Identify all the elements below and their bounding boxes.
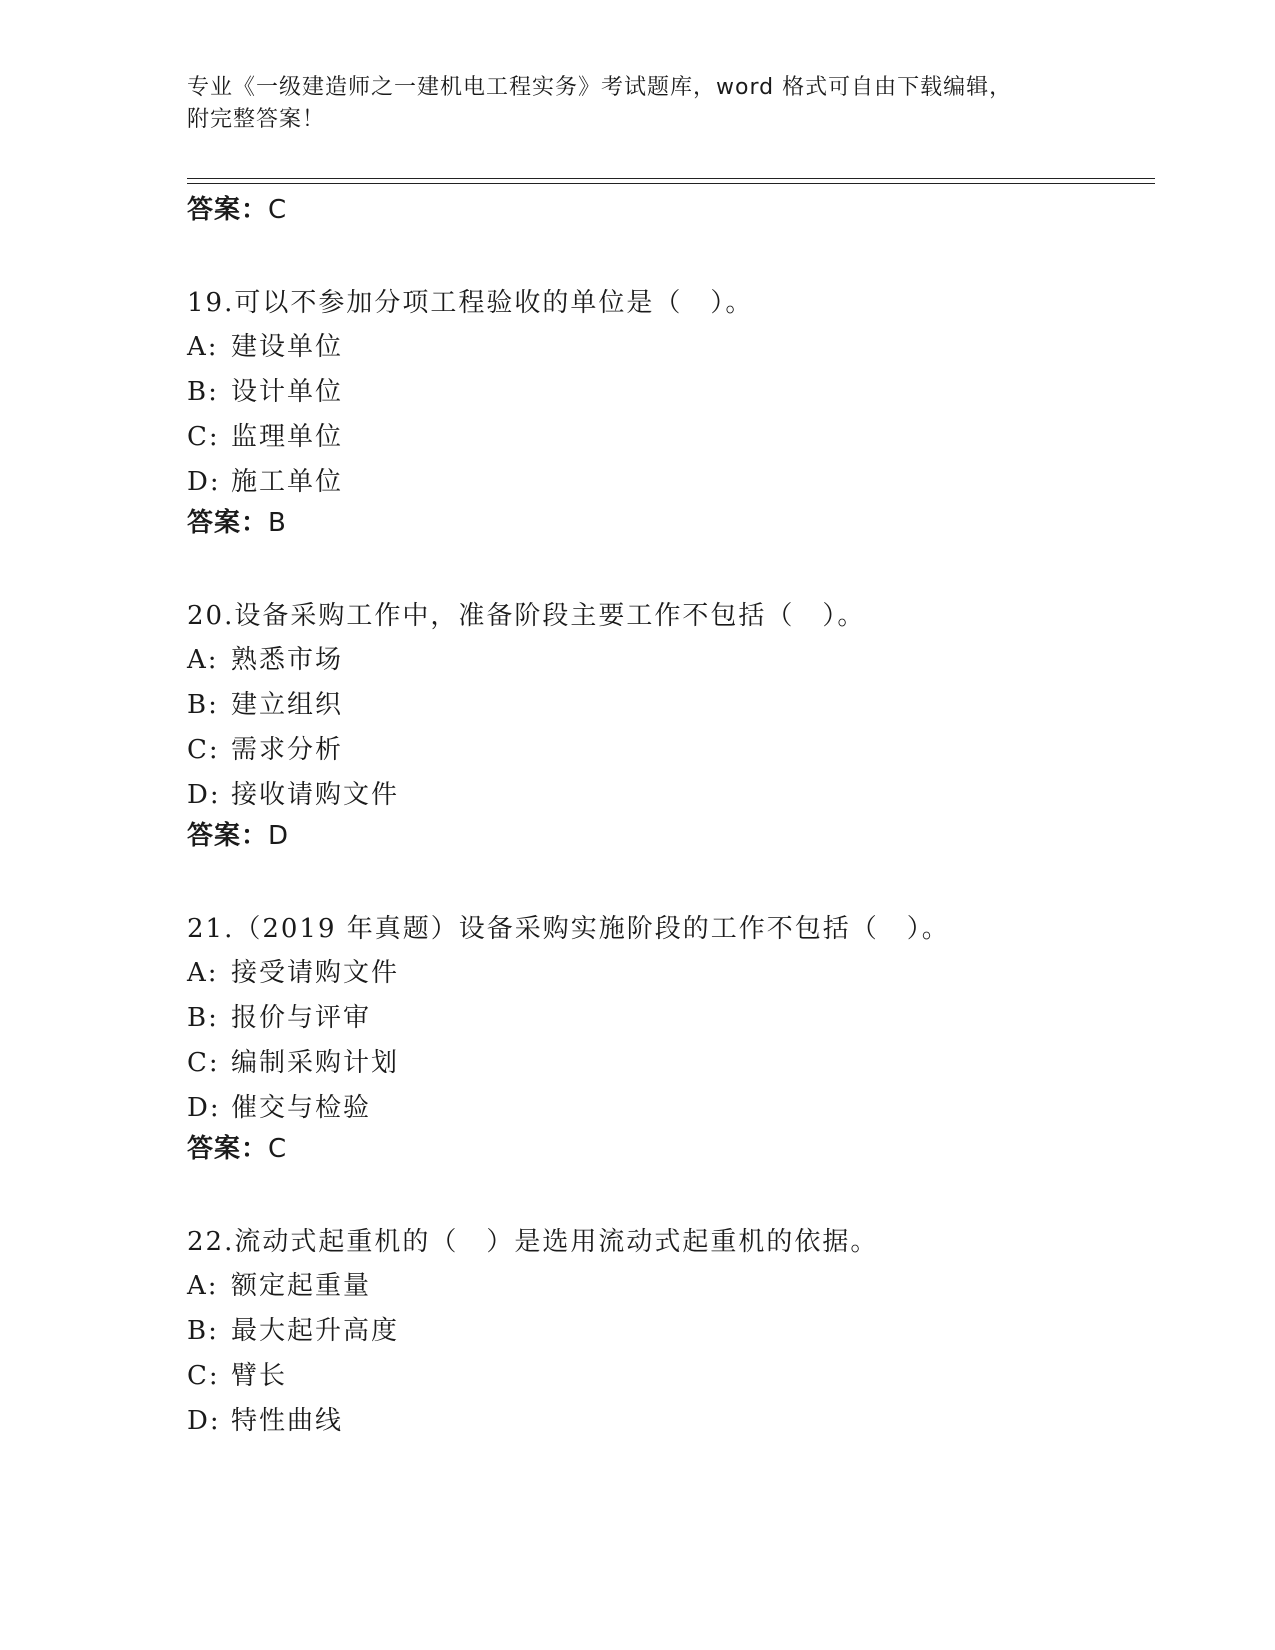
option-key: B: [187, 1316, 219, 1346]
option-text: 接受请购文件 [231, 958, 400, 988]
option-item [187, 773, 1155, 818]
option-key: C: [187, 1361, 220, 1391]
option-item [187, 951, 1155, 996]
option-item [187, 996, 1155, 1041]
option-text: 特性曲线 [231, 1406, 344, 1436]
option-key: D: [187, 780, 221, 810]
question-block [187, 281, 1155, 541]
option-item [187, 370, 1155, 415]
option-text: 编制采购计划 [231, 1048, 400, 1078]
question-spacer [187, 1167, 1155, 1220]
answer-value: D [268, 821, 290, 851]
answer-label: 答案： [187, 1134, 269, 1164]
option-text: 熟悉市场 [231, 645, 344, 675]
question-list [187, 192, 1155, 1444]
answer-label: 答案： [187, 195, 269, 225]
option-key: A: [187, 958, 219, 988]
answer-line [187, 192, 1155, 228]
option-key: B: [187, 377, 219, 407]
option-text: 额定起重量 [231, 1271, 372, 1301]
option-text: 监理单位 [231, 422, 344, 452]
option-key: B: [187, 1003, 219, 1033]
option-key: D: [187, 1093, 221, 1123]
option-key: C: [187, 422, 220, 452]
option-item [187, 1399, 1155, 1444]
option-item [187, 1354, 1155, 1399]
option-item [187, 728, 1155, 773]
question-text: 22.流动式起重机的（ ）是选用流动式起重机的依据。 [187, 1227, 879, 1257]
document-header [187, 72, 1067, 136]
option-text: 施工单位 [231, 467, 344, 497]
option-text: 臂长 [231, 1361, 288, 1391]
answer-label: 答案： [187, 508, 269, 538]
question-block [187, 907, 1155, 1167]
header-divider-top [187, 178, 1155, 179]
answer-value: C [268, 1134, 288, 1164]
option-text: 最大起升高度 [231, 1316, 400, 1346]
answer-value: B [268, 508, 287, 538]
option-key: D: [187, 467, 221, 497]
option-item [187, 683, 1155, 728]
question-spacer [187, 541, 1155, 594]
option-item [187, 1041, 1155, 1086]
question-spacer [187, 228, 1155, 281]
answer-line [187, 505, 1155, 541]
question-text: 20.设备采购工作中，准备阶段主要工作不包括（ ）。 [187, 601, 866, 631]
header-divider-bottom [187, 183, 1155, 184]
option-item [187, 1086, 1155, 1131]
option-key: B: [187, 690, 219, 720]
option-key: C: [187, 1048, 220, 1078]
question-text: 19.可以不参加分项工程验收的单位是（ ）。 [187, 288, 754, 318]
option-item [187, 638, 1155, 683]
option-text: 建立组织 [231, 690, 344, 720]
option-key: A: [187, 1271, 219, 1301]
answer-line [187, 1131, 1155, 1167]
header-line-1: 专业《一级建造师之一建机电工程实务》考试题库，word 格式可自由下载编辑， [187, 75, 1013, 100]
answer-value: C [268, 195, 288, 225]
option-text: 设计单位 [231, 377, 344, 407]
option-text: 建设单位 [231, 332, 344, 362]
option-key: A: [187, 332, 219, 362]
header-line-2: 附完整答案！ [187, 107, 326, 132]
answer-line [187, 818, 1155, 854]
option-item [187, 415, 1155, 460]
option-text: 接收请购文件 [231, 780, 400, 810]
question-block [187, 594, 1155, 854]
option-item [187, 1264, 1155, 1309]
answer-label: 答案： [187, 821, 269, 851]
option-item [187, 1309, 1155, 1354]
question-spacer [187, 854, 1155, 907]
option-text: 需求分析 [231, 735, 344, 765]
option-text: 报价与评审 [231, 1003, 372, 1033]
option-item [187, 325, 1155, 370]
question-text: 21.（2019 年真题）设备采购实施阶段的工作不包括（ ）。 [187, 914, 950, 944]
question-block [187, 1220, 1155, 1444]
option-key: C: [187, 735, 220, 765]
option-text: 催交与检验 [231, 1093, 372, 1123]
option-key: A: [187, 645, 219, 675]
option-item [187, 460, 1155, 505]
option-key: D: [187, 1406, 221, 1436]
